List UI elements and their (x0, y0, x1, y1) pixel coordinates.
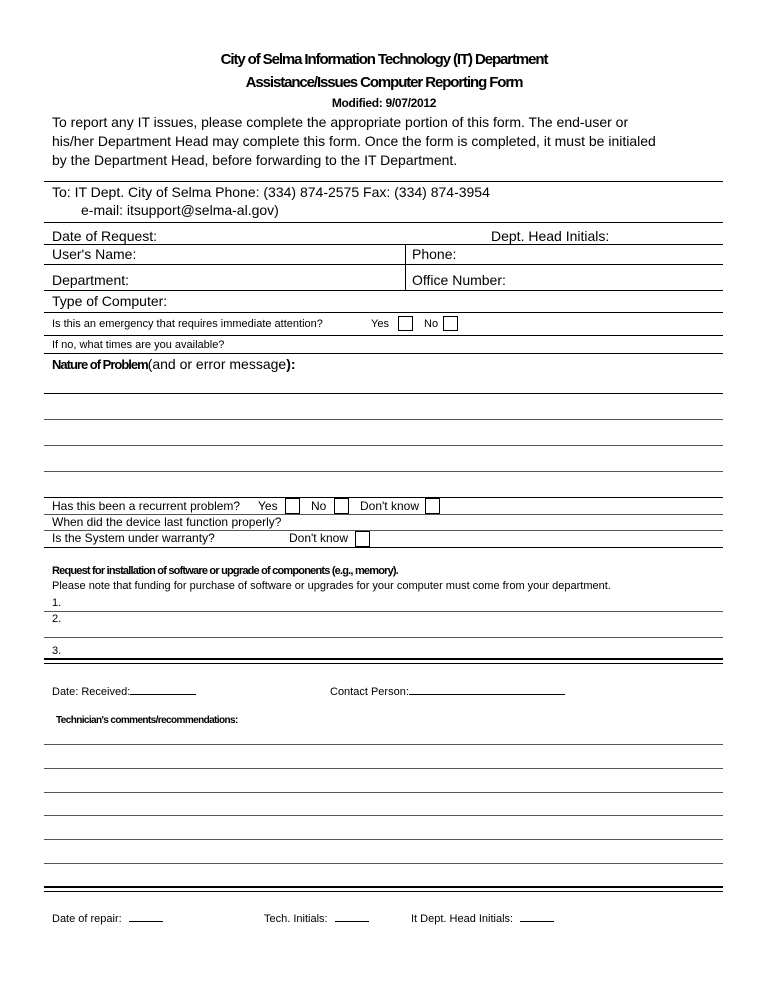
nature-of-problem-label (52, 356, 296, 372)
warranty-question: Is the System under warranty? (52, 531, 215, 545)
comment-line[interactable] (44, 863, 723, 864)
comment-line[interactable] (44, 839, 723, 840)
date-of-repair-label: Date of repair: (52, 913, 122, 925)
divider (44, 264, 723, 265)
intro-line1: To report any IT issues, please complete the appropriate portion of this form. The end-user or (52, 114, 629, 130)
it-head-initials-label: It Dept. Head Initials: (411, 913, 514, 925)
technician-comments-label: Technician's comments/recommendations: (56, 715, 238, 726)
section-divider (44, 658, 723, 660)
divider (44, 222, 723, 223)
contact-line1: To: IT Dept. City of Selma Phone: (334) 874-2575 Fax: (334) 874-3954 (52, 184, 490, 200)
form-title-line2: Assistance/Issues Computer Reporting Form (245, 74, 523, 91)
divider (44, 547, 723, 548)
emergency-no-label: No (424, 318, 439, 330)
date-received-blank[interactable] (130, 683, 196, 695)
section-divider (44, 663, 723, 664)
office-number-label: Office Number: (412, 272, 506, 288)
phone-label: Phone: (412, 246, 457, 262)
recurrent-dont-know-label: Don't know (360, 499, 419, 513)
last-function-question: When did the device last function properly? (52, 515, 282, 529)
tech-initials-label: Tech. Initials: (264, 913, 328, 925)
software-line[interactable] (44, 611, 723, 612)
contact-email: e-mail: itsupport@selma-al.gov) (81, 202, 279, 218)
comment-line[interactable] (44, 768, 723, 769)
software-request-heading: Request for installation of software or upgrade of components (e.g., memory). (52, 565, 399, 577)
software-item-1: 1. (52, 597, 62, 609)
problem-line[interactable] (44, 419, 723, 420)
divider (44, 335, 723, 336)
comment-line[interactable] (44, 792, 723, 793)
emergency-no-checkbox[interactable] (443, 316, 458, 331)
available-times-question: If no, what times are you available? (52, 339, 225, 351)
contact-person (330, 683, 565, 698)
comment-line[interactable] (44, 815, 723, 816)
recurrent-question: Has this been a recurrent problem? (52, 499, 241, 513)
nature-of-problem-note: (and or error message (147, 356, 287, 372)
it-head-initials (411, 910, 554, 925)
intro-line3: by the Department Head, before forwarding to the IT Department. (52, 152, 458, 168)
date-of-repair-blank[interactable] (129, 910, 163, 922)
nature-of-problem-bold: Nature of Problem (52, 357, 148, 372)
software-funding-note: Please note that funding for purchase of software or upgrades for your computer must come from your department. (52, 580, 611, 592)
warranty-dont-know-checkbox[interactable] (355, 531, 370, 547)
divider (44, 353, 723, 354)
contact-person-blank[interactable] (409, 683, 565, 695)
divider (44, 290, 723, 291)
recurrent-no-checkbox[interactable] (334, 498, 349, 514)
software-line[interactable] (44, 637, 723, 638)
problem-line[interactable] (44, 445, 723, 446)
recurrent-yes-checkbox[interactable] (285, 498, 300, 514)
recurrent-yes-label: Yes (258, 499, 278, 513)
tech-initials (264, 910, 369, 925)
nature-of-problem-close: ): (286, 356, 296, 372)
type-of-computer-label: Type of Computer: (52, 293, 168, 309)
software-item-3: 3. (52, 645, 62, 657)
it-head-initials-blank[interactable] (520, 910, 554, 922)
emergency-yes-label: Yes (371, 318, 389, 330)
recurrent-dont-know-checkbox[interactable] (425, 498, 440, 514)
contact-person-label: Contact Person: (330, 686, 409, 698)
problem-line[interactable] (44, 471, 723, 472)
warranty-dont-know-label: Don't know (289, 531, 348, 545)
divider (44, 312, 723, 313)
software-item-2: 2. (52, 613, 62, 625)
date-of-repair (52, 910, 163, 925)
department-label: Department: (52, 272, 130, 288)
intro-line2: his/her Department Head may complete this form. Once the form is completed, it must be initialed (52, 133, 656, 149)
emergency-yes-checkbox[interactable] (398, 316, 413, 331)
form-title-line1: City of Selma Information Technology (IT) Department (220, 51, 548, 68)
section-divider (44, 891, 723, 892)
divider (44, 181, 723, 182)
modified-date: Modified: 9/07/2012 (331, 96, 437, 110)
tech-initials-blank[interactable] (335, 910, 369, 922)
users-name-label: User's Name: (52, 246, 137, 262)
divider (44, 244, 723, 245)
divider (44, 497, 723, 498)
date-received (52, 683, 196, 698)
section-divider (44, 886, 723, 888)
dept-head-initials-label: Dept. Head Initials: (491, 228, 610, 244)
emergency-question: Is this an emergency that requires immediate attention? (52, 318, 323, 330)
comment-line[interactable] (44, 744, 723, 745)
problem-line[interactable] (44, 393, 723, 394)
column-divider (405, 244, 406, 290)
date-of-request-label: Date of Request: (52, 228, 158, 244)
recurrent-no-label: No (311, 499, 327, 513)
date-received-label: Date: Received: (52, 686, 131, 698)
